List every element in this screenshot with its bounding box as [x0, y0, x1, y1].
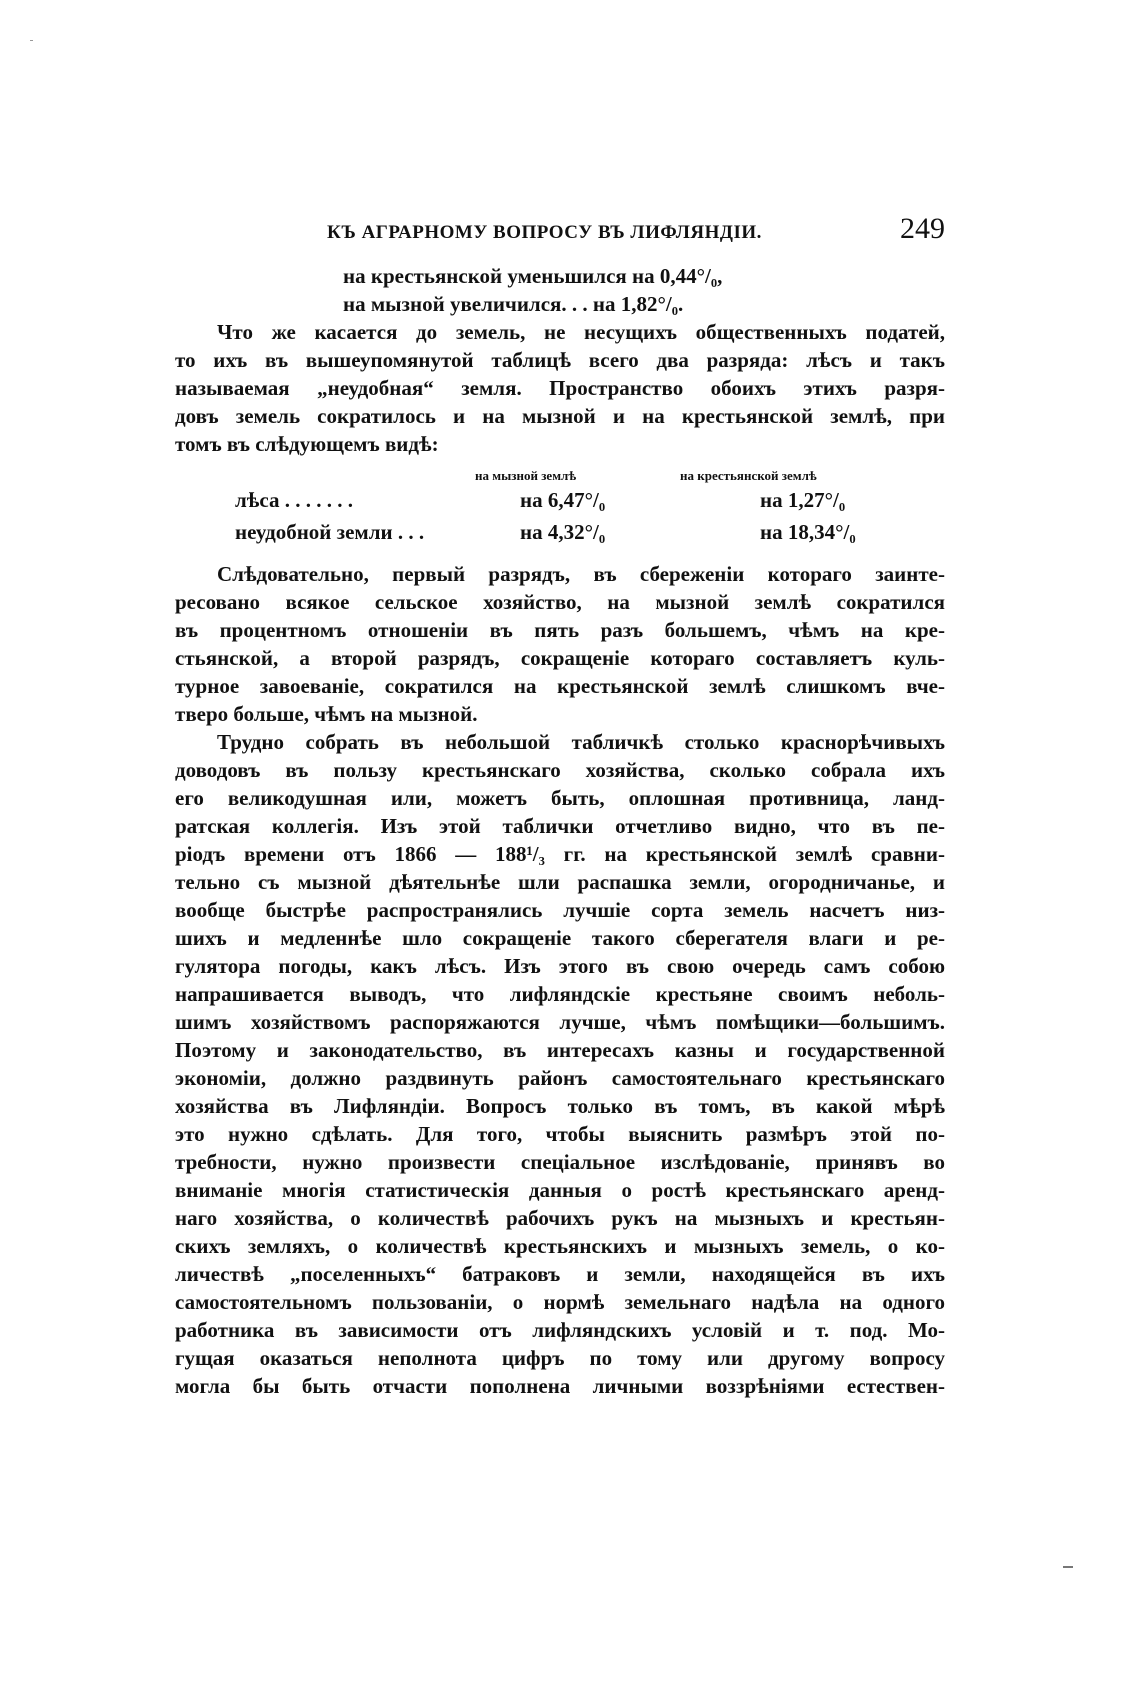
- table-cell-peasant: на 18,34°/₀: [760, 520, 856, 544]
- intro-line: на крестьянской уменьшился на 0,44°/₀,: [343, 264, 723, 288]
- text-line: требности, нужно произвести спеціальное изслѣдованіе, принявъ во: [175, 1150, 945, 1174]
- text-line: напрашивается выводъ, что лифляндскіе крестьяне своимъ неболь-: [175, 982, 945, 1006]
- paragraph-3: [175, 728, 945, 1400]
- text-line: ріодъ времени отъ 1866 — 188¹/₃ гг. на крестьянской землѣ сравни-: [175, 842, 945, 866]
- text-line: турное завоеваніе, сократился на крестьянской землѣ слишкомъ вче-: [175, 674, 945, 698]
- text-line: гулятора погоды, какъ лѣсъ. Изъ этого въ свою очередь самъ собою: [175, 954, 945, 978]
- text-line: томъ въ слѣдующемъ видѣ:: [175, 432, 439, 456]
- text-line: называемая „неудобная“ земля. Пространство обоихъ этихъ разря-: [175, 376, 945, 400]
- table-cell-manor: на 4,32°/₀: [520, 520, 606, 544]
- text-line: его великодушная или, можетъ быть, оплошная противница, ланд-: [175, 786, 945, 810]
- text-line: тельно съ мызной дѣятельнѣе шли распашка земли, огородничанье, и: [175, 870, 945, 894]
- margin-dash: [1063, 1566, 1073, 1568]
- paragraph-2: [175, 560, 945, 728]
- table-col-header-manor: на мызной землѣ: [475, 468, 577, 483]
- table-row-label: лѣса . . . . . . .: [235, 488, 353, 512]
- table-row-unusable-land: [235, 518, 945, 548]
- land-table: [175, 462, 945, 558]
- text-line: Поэтому и законодательство, въ интересахъ казны и государственной: [175, 1038, 945, 1062]
- intro-line: на мызной увеличился. . . на 1,82°/₀.: [343, 292, 684, 316]
- text-line: вниманіе многія статистическія данныя о ростѣ крестьянскаго аренд-: [175, 1178, 945, 1202]
- text-line: личествѣ „поселенныхъ“ батраковъ и земли, находящейся въ ихъ: [175, 1262, 945, 1286]
- table-cell-manor: на 6,47°/₀: [520, 488, 606, 512]
- text-line: шимъ хозяйствомъ распоряжаются лучше, чѣмъ помѣщики—большимъ.: [175, 1010, 945, 1034]
- page-header: [175, 212, 945, 252]
- text-line: стьянской, а второй разрядъ, сокращеніе котораго составляетъ куль-: [175, 646, 945, 670]
- text-line: Трудно собрать въ небольшой табличкѣ столько краснорѣчивыхъ: [217, 730, 945, 754]
- text-line: ресовано всякое сельское хозяйство, на мызной землѣ сократился: [175, 590, 945, 614]
- text-line: тверо больше, чѣмъ на мызной.: [175, 702, 478, 726]
- text-line: Что же касается до земель, не несущихъ общественныхъ податей,: [217, 320, 945, 344]
- running-title: КЪ АГРАРНОМУ ВОПРОСУ ВЪ ЛИФЛЯНДІИ.: [327, 222, 762, 243]
- table-col-header-peasant: на крестьянской землѣ: [680, 468, 817, 483]
- text-line: шихъ и медленнѣе шло сокращеніе такого сберегателя влаги и ре-: [175, 926, 945, 950]
- text-line: ратская коллегія. Изъ этой таблички отчетливо видно, что въ пе-: [175, 814, 945, 838]
- text-line: то ихъ въ вышеупомянутой таблицѣ всего два разряда: лѣсъ и такъ: [175, 348, 945, 372]
- text-line: могла бы быть отчасти пополнена личными воззрѣніями естествен-: [175, 1374, 945, 1398]
- table-row-label: неудобной земли . . .: [235, 520, 425, 544]
- table-row-forest: [235, 486, 945, 516]
- text-line: въ процентномъ отношеніи въ пять разъ большемъ, чѣмъ на кре-: [175, 618, 945, 642]
- table-cell-peasant: на 1,27°/₀: [760, 488, 846, 512]
- text-line: доводовъ въ пользу крестьянскаго хозяйства, сколько собрала ихъ: [175, 758, 945, 782]
- text-line: довъ земель сократилось и на мызной и на крестьянской землѣ, при: [175, 404, 945, 428]
- page-number: 249: [900, 212, 945, 245]
- text-line: экономіи, должно раздвинуть районъ самостоятельнаго крестьянскаго: [175, 1066, 945, 1090]
- text-line: самостоятельномъ пользованіи, о нормѣ земельнаго надѣла на одного: [175, 1290, 945, 1314]
- text-line: Слѣдовательно, первый разрядъ, въ сбереженіи котораго заинте-: [217, 562, 945, 586]
- body-text: [175, 262, 945, 1400]
- paragraph-1: [175, 318, 945, 458]
- text-line: скихъ земляхъ, о количествѣ крестьянскихъ и мызныхъ земель, о ко-: [175, 1234, 945, 1258]
- scan-speck: [30, 40, 33, 41]
- text-line: хозяйства въ Лифляндіи. Вопросъ только въ томъ, въ какой мѣрѣ: [175, 1094, 945, 1118]
- text-line: гущая оказаться неполнота цифръ по тому или другому вопросу: [175, 1346, 945, 1370]
- text-line: работника въ зависимости отъ лифляндскихъ условій и т. под. Мо-: [175, 1318, 945, 1342]
- text-line: это нужно сдѣлать. Для того, чтобы выяснить размѣръ этой по-: [175, 1122, 945, 1146]
- text-line: вообще быстрѣе распространялись лучшіе сорта земель насчетъ низ-: [175, 898, 945, 922]
- text-line: наго хозяйства, о количествѣ рабочихъ рукъ на мызныхъ и крестьян-: [175, 1206, 945, 1230]
